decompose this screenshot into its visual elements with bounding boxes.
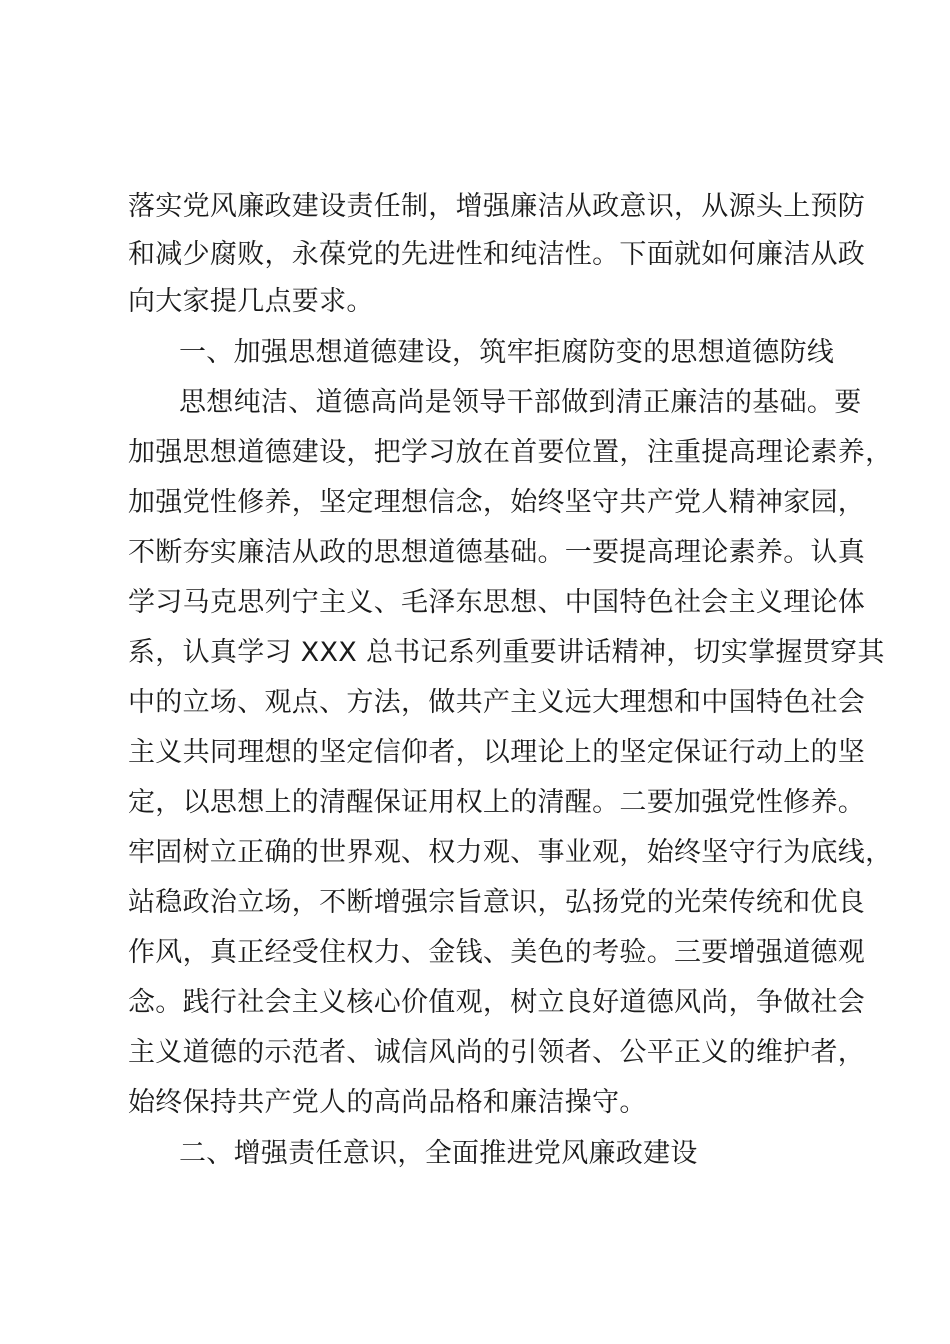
text-line-16: 作风，真正经受住权力、金钱、美色的考验。三要增强道德观: [128, 937, 866, 968]
text-line-11: 中的立场、观点、方法，做共产主义远大理想和中国特色社会: [128, 687, 866, 718]
section-heading-1: 一、加强思想道德建设，筑牢拒腐防变的思想道德防线: [179, 337, 835, 368]
text-line-19: 始终保持共产党人的高尚品格和廉洁操守。: [128, 1087, 647, 1118]
text-line-3: 向大家提几点要求。: [128, 286, 374, 317]
text-line-7: 加强党性修养，坚定理想信念，始终坚守共产党人精神家园，: [128, 487, 866, 518]
text-line-8: 不断夯实廉洁从政的思想道德基础。一要提高理论素养。认真: [128, 537, 866, 568]
text-line-6: 加强思想道德建设，把学习放在首要位置，注重提高理论素养，: [128, 437, 893, 468]
section-heading-2: 二、增强责任意识，全面推进党风廉政建设: [179, 1138, 698, 1169]
text-line-14: 牢固树立正确的世界观、权力观、事业观，始终坚守行为底线，: [128, 837, 893, 868]
text-line-5: 思想纯洁、道德高尚是领导干部做到清正廉洁的基础。要: [179, 387, 862, 418]
text-line-10: 系，认真学习 XXX 总书记系列重要讲话精神，切实掌握贯穿其: [128, 637, 885, 668]
text-line-12: 主义共同理想的坚定信仰者，以理论上的坚定保证行动上的坚: [128, 737, 866, 768]
text-line-15: 站稳政治立场，不断增强宗旨意识，弘扬党的光荣传统和优良: [128, 887, 866, 918]
text-line-17: 念。践行社会主义核心价值观，树立良好道德风尚，争做社会: [128, 987, 866, 1018]
text-line-1: 落实党风廉政建设责任制，增强廉洁从政意识，从源头上预防: [128, 191, 866, 222]
text-line-13: 定，以思想上的清醒保证用权上的清醒。二要加强党性修养。: [128, 787, 866, 818]
text-line-9: 学习马克思列宁主义、毛泽东思想、中国特色社会主义理论体: [128, 587, 866, 618]
text-line-18: 主义道德的示范者、诚信风尚的引领者、公平正义的维护者，: [128, 1037, 866, 1068]
text-line-2: 和减少腐败，永葆党的先进性和纯洁性。下面就如何廉洁从政: [128, 239, 866, 270]
